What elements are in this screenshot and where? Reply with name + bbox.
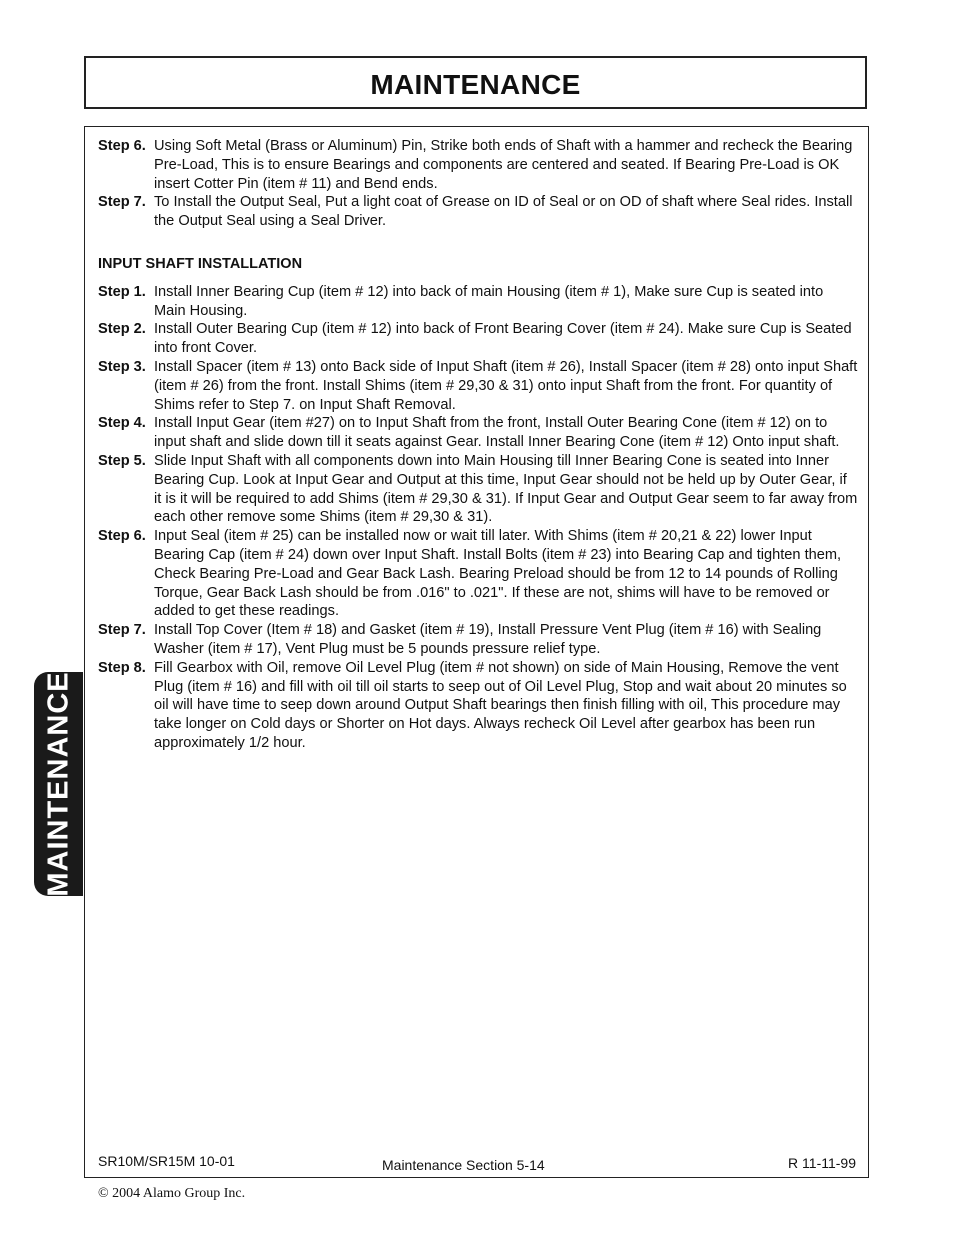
step-text: Fill Gearbox with Oil, remove Oil Level Plug (item # not shown) on side of Main Housing, Remove the vent Plug (item # 16) and fill with oil till oil starts to seep out of Oil Level Plug, Stop and wait about 20 minutes so oil will have time to seep down around Output Shaft bearings then finish filling with oil, This procedure may take longer on Cold days or Shorter on Hot days. Always recheck Oil Level after gearbox has been run approximately 1/2 hour. (154, 659, 847, 751)
step-item (98, 137, 858, 193)
step-item (98, 659, 858, 753)
copyright-notice: © 2004 Alamo Group Inc. (98, 1186, 246, 1201)
content-body (98, 137, 858, 753)
step-item (98, 527, 858, 621)
footer-revision: R 11-11-99 (788, 1155, 856, 1171)
step-text: Install Outer Bearing Cup (item # 12) into back of Front Bearing Cover (item # 24). Make sure Cup is Seated into front Cover. (154, 321, 852, 357)
step-text: Input Seal (item # 25) can be installed now or wait till later. With Shims (item # 20,21 & 22) lower Input Bearing Cap (item # 24) down over Input Shaft. Install Bolts (item # 23) into Bearing Cap and tighten them, Check Bearing Pre-Load and Gear Back Lash. Bearing Preload should be from 12 to 14 pounds of Rolling Torque, Gear Back Lash should be from .016" to .021". If these are not, shims will have to be removed or added to get these readings. (154, 528, 842, 620)
step-text: Slide Input Shaft with all components down into Main Housing till Inner Bearing Cone is seated into Inner Bearing Cup. Look at Input Gear and Output at this time, Input Gear should not be held up by Outer Gear, if it is it will be required to add Shims (item # 29,30 & 31). If Input Gear and Output Gear seem to far away from each other remove some Shims (item # 29,30 & 31). (154, 452, 858, 526)
step-text: Using Soft Metal (Brass or Aluminum) Pin, Strike both ends of Shaft with a hammer and recheck the Bearing Pre-Load, This is to ensure Bearings and components are centered and seated. If Bearing Pre-Load is OK insert Cotter Pin (item # 11) and Bend ends. (154, 138, 853, 192)
step-text: Install Inner Bearing Cup (item # 12) into back of main Housing (item # 1), Make sure Cup is seated into Main Housing. (154, 283, 824, 319)
page-title: MAINTENANCE (370, 69, 581, 100)
content-frame (84, 126, 869, 1178)
step-label: Step 3. (98, 358, 146, 375)
step-item (98, 283, 858, 321)
step-label: Step 8. (98, 659, 146, 676)
section-heading: INPUT SHAFT INSTALLATION (98, 255, 303, 272)
footer-section: Maintenance Section 5-14 (382, 1157, 545, 1173)
step-label: Step 7. (98, 622, 146, 639)
step-label: Step 5. (98, 452, 146, 469)
step-text: Install Top Cover (Item # 18) and Gasket (item # 19), Install Pressure Vent Plug (item # 16) with Sealing Washer (item # 17), Vent Plug must be 5 pounds pressure relief type. (154, 622, 822, 657)
step-item (98, 193, 858, 231)
step-item (98, 414, 858, 452)
step-label: Step 6. (98, 528, 146, 545)
step-text: Install Spacer (item # 13) onto Back side of Input Shaft (item # 26), Install Spacer (item # 28) onto input Shaft (item # 26) from the front. Install Shims (item # 29,30 & 31) onto input Shaft from the front. For quantity of Shims refer to Step 7. on Input Shaft Removal. (154, 358, 858, 413)
step-text: To Install the Output Seal, Put a light coat of Grease on ID of Seal or on OD of shaft where Seal rides. Install the Output Seal using a Seal Driver. (154, 194, 853, 230)
step-label: Step 1. (98, 283, 146, 300)
side-tab-label: MAINTENANCE (42, 671, 74, 897)
step-item (98, 621, 858, 659)
section-side-tab (34, 672, 83, 896)
step-label: Step 7. (98, 194, 146, 211)
step-item (98, 320, 858, 358)
page-header (84, 56, 867, 109)
step-text: Install Input Gear (item #27) on to Input Shaft from the front, Install Outer Bearing Cone (item # 12) on to input shaft and slide down till it seats against Gear. Install Inner Bearing Cone (item # 12) Onto input shaft. (154, 415, 840, 451)
step-label: Step 4. (98, 415, 146, 432)
step-item (98, 358, 858, 414)
footer-model: SR10M/SR15M 10-01 (98, 1153, 235, 1169)
step-label: Step 2. (98, 321, 146, 338)
step-item (98, 452, 858, 527)
step-label: Step 6. (98, 138, 146, 154)
